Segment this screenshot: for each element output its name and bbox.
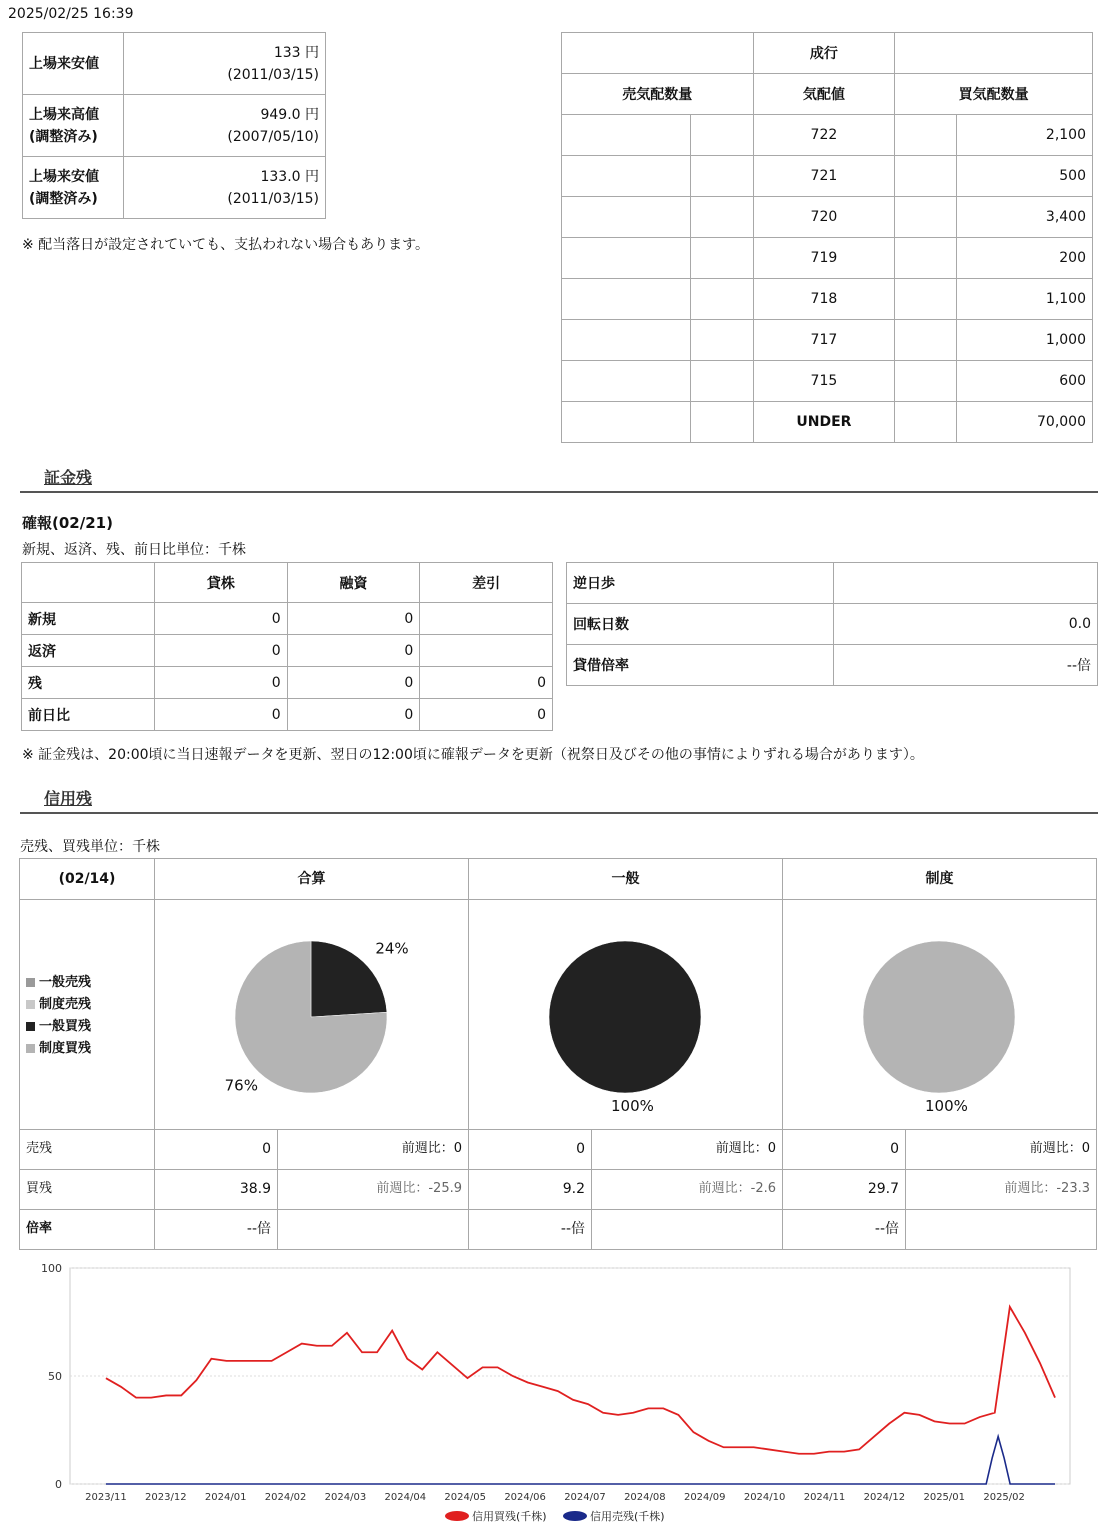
legend-swatch: [26, 1022, 35, 1031]
empty-cell: [691, 115, 753, 156]
report-label: 確報(02/21): [22, 514, 113, 532]
empty-cell: [562, 361, 691, 402]
legend-item: [26, 994, 91, 1016]
margin-col-header: 貸株: [155, 563, 288, 603]
pie-slice: [549, 941, 701, 1093]
buy-quantity: 70,000: [957, 402, 1093, 443]
margin-row: [22, 667, 553, 699]
margin-balance-title: 証金残: [44, 468, 93, 487]
credit-value: 38.9: [155, 1169, 278, 1210]
order-book-row: [562, 320, 1093, 361]
price-value: 949.0 円: [260, 106, 319, 123]
timestamp: 2025/02/25 16:39: [8, 6, 134, 22]
order-book-blank-right: [895, 33, 1093, 74]
pie-combined: [155, 900, 468, 1129]
empty-cell: [562, 197, 691, 238]
empty-cell: [895, 156, 957, 197]
margin-col-header: 差引: [420, 563, 553, 603]
legend-label: 一般売残: [39, 975, 92, 990]
col-general: 一般: [469, 859, 783, 900]
empty-cell: [691, 279, 753, 320]
margin-diff: 0: [420, 667, 553, 699]
price-history-row: [23, 33, 326, 95]
pie-pct-label: 100%: [925, 1097, 968, 1115]
x-tick-label: 2023/12: [145, 1492, 187, 1503]
pie-system: [783, 900, 1096, 1129]
price-date: (2011/03/15): [227, 66, 319, 83]
quote-price: 721: [753, 156, 895, 197]
chart-legend-swatch: [445, 1511, 469, 1521]
pie-legend: [20, 900, 155, 1130]
credit-value: 29.7: [783, 1169, 906, 1210]
margin-label: 新規: [22, 603, 155, 635]
margin-side-row: [567, 563, 1098, 604]
credit-date-label: (02/14): [20, 859, 155, 900]
pie-cell-general: [469, 900, 783, 1130]
margin-label: 前日比: [22, 699, 155, 731]
credit-balance-panel: [19, 858, 1097, 1250]
x-tick-label: 2024/10: [743, 1492, 786, 1503]
price-history-table: [22, 32, 326, 219]
label-sub: (調整済み): [29, 128, 98, 145]
margin-lend: 0: [155, 699, 288, 731]
chart-legend-label: 信用買残(千株): [472, 1510, 547, 1523]
side-value: 0.0: [834, 604, 1098, 645]
price-value: 133.0 円: [260, 168, 319, 185]
x-tick-label: 2024/12: [863, 1492, 906, 1503]
margin-side-row: [567, 604, 1098, 645]
credit-weekly-change: [278, 1209, 469, 1249]
quote-price: UNDER: [753, 402, 895, 443]
empty-cell: [691, 156, 753, 197]
price-date: (2011/03/15): [227, 190, 319, 207]
x-tick-label: 2024/01: [204, 1492, 247, 1503]
credit-value: 9.2: [469, 1169, 592, 1210]
y-tick-label: 50: [48, 1370, 62, 1383]
margin-lend: 0: [155, 635, 288, 667]
order-book-row: [562, 402, 1093, 443]
y-tick-label: 100: [41, 1262, 62, 1275]
col-system: 制度: [783, 859, 1096, 900]
margin-header-row: [22, 563, 553, 603]
price-history-value: [124, 95, 326, 157]
price-history-label: [23, 95, 124, 157]
margin-finance: 0: [287, 603, 420, 635]
credit-row-label: 買残: [20, 1169, 155, 1210]
empty-cell: [691, 197, 753, 238]
empty-cell: [691, 320, 753, 361]
empty-cell: [562, 156, 691, 197]
empty-cell: [562, 115, 691, 156]
margin-side-row: [567, 645, 1098, 686]
quote-price: 718: [753, 279, 895, 320]
credit-value: 0: [155, 1129, 278, 1170]
order-book-row: [562, 197, 1093, 238]
credit-value: 0: [783, 1129, 906, 1170]
pie-slice: [863, 941, 1015, 1093]
legend-swatch: [26, 1044, 35, 1053]
buy-quantity: 1,100: [957, 279, 1093, 320]
price-history-label: [23, 33, 124, 95]
credit-weekly-change: 前週比：-23.3: [906, 1169, 1096, 1210]
order-book-row: [562, 279, 1093, 320]
credit-value: 0: [469, 1129, 592, 1170]
quote-price: 717: [753, 320, 895, 361]
margin-label: 残: [22, 667, 155, 699]
legend-label: 制度買残: [39, 1041, 92, 1056]
sell-qty-header: 売気配数量: [562, 74, 754, 115]
x-tick-label: 2025/01: [923, 1492, 966, 1503]
empty-cell: [895, 279, 957, 320]
empty-cell: [691, 361, 753, 402]
empty-cell: [562, 279, 691, 320]
x-tick-label: 2025/02: [983, 1492, 1025, 1503]
margin-row: [22, 635, 553, 667]
legend-label: 制度売残: [39, 997, 92, 1012]
buy-qty-header: 買気配数量: [895, 74, 1093, 115]
chart-legend-label: 信用売残(千株): [590, 1510, 665, 1523]
margin-balance-table: [21, 562, 553, 731]
x-tick-label: 2024/06: [504, 1492, 546, 1503]
credit-weekly-change: 前週比：-25.9: [278, 1169, 469, 1210]
price-header: 気配値: [753, 74, 895, 115]
x-tick-label: 2024/09: [683, 1492, 726, 1503]
legend-item: [26, 1038, 91, 1060]
x-tick-label: 2024/08: [624, 1492, 666, 1503]
quote-price: 715: [753, 361, 895, 402]
empty-cell: [895, 238, 957, 279]
credit-weekly-change: 前週比：-2.6: [592, 1169, 783, 1210]
price-date: (2007/05/10): [227, 128, 319, 145]
x-tick-label: 2023/11: [85, 1492, 127, 1503]
pie-general: [469, 900, 782, 1129]
order-book-row: [562, 115, 1093, 156]
x-tick-label: 2024/04: [384, 1492, 427, 1503]
credit-value: --倍: [469, 1209, 592, 1249]
pie-pct-label: 76%: [224, 1076, 258, 1095]
credit-value: --倍: [155, 1209, 278, 1249]
credit-weekly-change: 前週比：0: [592, 1129, 783, 1170]
credit-weekly-change: [592, 1209, 783, 1249]
empty-cell: [562, 238, 691, 279]
side-label: 貸借倍率: [567, 645, 834, 686]
empty-cell: [562, 402, 691, 443]
legend-label: 一般買残: [39, 1019, 92, 1034]
col-combined: 合算: [155, 859, 469, 900]
margin-diff: [420, 603, 553, 635]
empty-cell: [691, 238, 753, 279]
margin-finance: 0: [287, 699, 420, 731]
margin-finance: 0: [287, 667, 420, 699]
empty-cell: [22, 563, 155, 603]
order-book-row: [562, 156, 1093, 197]
empty-cell: [895, 115, 957, 156]
series-margin-sell-line: [106, 1436, 1055, 1484]
margin-lend: 0: [155, 603, 288, 635]
order-book-blank: [562, 33, 754, 74]
empty-cell: [562, 320, 691, 361]
empty-cell: [895, 320, 957, 361]
credit-weekly-change: 前週比：0: [278, 1129, 469, 1170]
side-label: 逆日歩: [567, 563, 834, 604]
series-margin-buy-line: [106, 1307, 1055, 1454]
margin-diff: 0: [420, 699, 553, 731]
price-history-label: [23, 157, 124, 219]
margin-col-header: 融資: [287, 563, 420, 603]
credit-value: --倍: [783, 1209, 906, 1249]
x-tick-label: 2024/11: [803, 1492, 846, 1503]
legend-swatch: [26, 1000, 35, 1009]
quote-price: 722: [753, 115, 895, 156]
price-history-value: [124, 33, 326, 95]
pie-pct-label: 24%: [375, 939, 409, 958]
margin-row: [22, 603, 553, 635]
price-history-row: [23, 95, 326, 157]
credit-unit-note: 売残、買残単位：千株: [20, 839, 160, 855]
legend-item: [26, 972, 91, 994]
dividend-note: ※ 配当落日が設定されていても、支払われない場合もあります。: [22, 237, 430, 253]
label-sub: (調整済み): [29, 190, 98, 207]
legend-swatch: [26, 978, 35, 987]
empty-cell: [691, 402, 753, 443]
credit-weekly-change: 前週比：0: [906, 1129, 1096, 1170]
buy-quantity: 600: [957, 361, 1093, 402]
x-tick-label: 2024/07: [564, 1492, 606, 1503]
margin-label: 返済: [22, 635, 155, 667]
margin-row: [22, 699, 553, 731]
credit-weekly-change: [906, 1209, 1096, 1249]
margin-side-table: [566, 562, 1098, 686]
pie-cell-combined: [155, 900, 469, 1130]
order-book-row: [562, 238, 1093, 279]
buy-quantity: 2,100: [957, 115, 1093, 156]
x-tick-label: 2024/02: [264, 1492, 307, 1503]
side-value: [834, 563, 1098, 604]
price-value: 133 円: [273, 44, 319, 61]
credit-balance-title: 信用残: [44, 789, 93, 808]
pie-pct-label: 100%: [611, 1097, 654, 1115]
x-tick-label: 2024/05: [444, 1492, 486, 1503]
legend-item: [26, 1016, 91, 1038]
buy-quantity: 3,400: [957, 197, 1093, 238]
buy-quantity: 1,000: [957, 320, 1093, 361]
label-main: 上場来安値: [29, 168, 99, 185]
buy-quantity: 500: [957, 156, 1093, 197]
label-main: 上場来高値: [29, 106, 99, 123]
y-tick-label: 0: [55, 1478, 62, 1491]
credit-row-label: 売残: [20, 1129, 155, 1170]
buy-quantity: 200: [957, 238, 1093, 279]
empty-cell: [895, 197, 957, 238]
empty-cell: [895, 361, 957, 402]
margin-unit-note: 新規、返済、残、前日比単位：千株: [22, 542, 246, 558]
quote-price: 719: [753, 238, 895, 279]
margin-note: ※ 証金残は、20:00頃に当日速報データを更新、翌日の12:00頃に確報データを更新（祝祭日及びその他の事情によりずれる場合があります）。: [22, 747, 924, 763]
order-book-row: [562, 361, 1093, 402]
x-tick-label: 2024/03: [324, 1492, 367, 1503]
quote-price: 720: [753, 197, 895, 238]
section-divider-2: [20, 812, 1098, 814]
credit-history-chart: [20, 1258, 1098, 1536]
credit-row-label: 倍率: [20, 1209, 155, 1249]
section-divider: [20, 491, 1098, 493]
label-main: 上場来安値: [29, 55, 99, 72]
price-history-value: [124, 157, 326, 219]
price-history-row: [23, 157, 326, 219]
order-book-table: [561, 32, 1093, 443]
side-value: --倍: [834, 645, 1098, 686]
side-label: 回転日数: [567, 604, 834, 645]
pie-cell-system: [783, 900, 1096, 1130]
margin-lend: 0: [155, 667, 288, 699]
margin-finance: 0: [287, 635, 420, 667]
market-order-label: 成行: [753, 33, 895, 74]
chart-legend-swatch: [563, 1511, 587, 1521]
empty-cell: [895, 402, 957, 443]
margin-diff: [420, 635, 553, 667]
